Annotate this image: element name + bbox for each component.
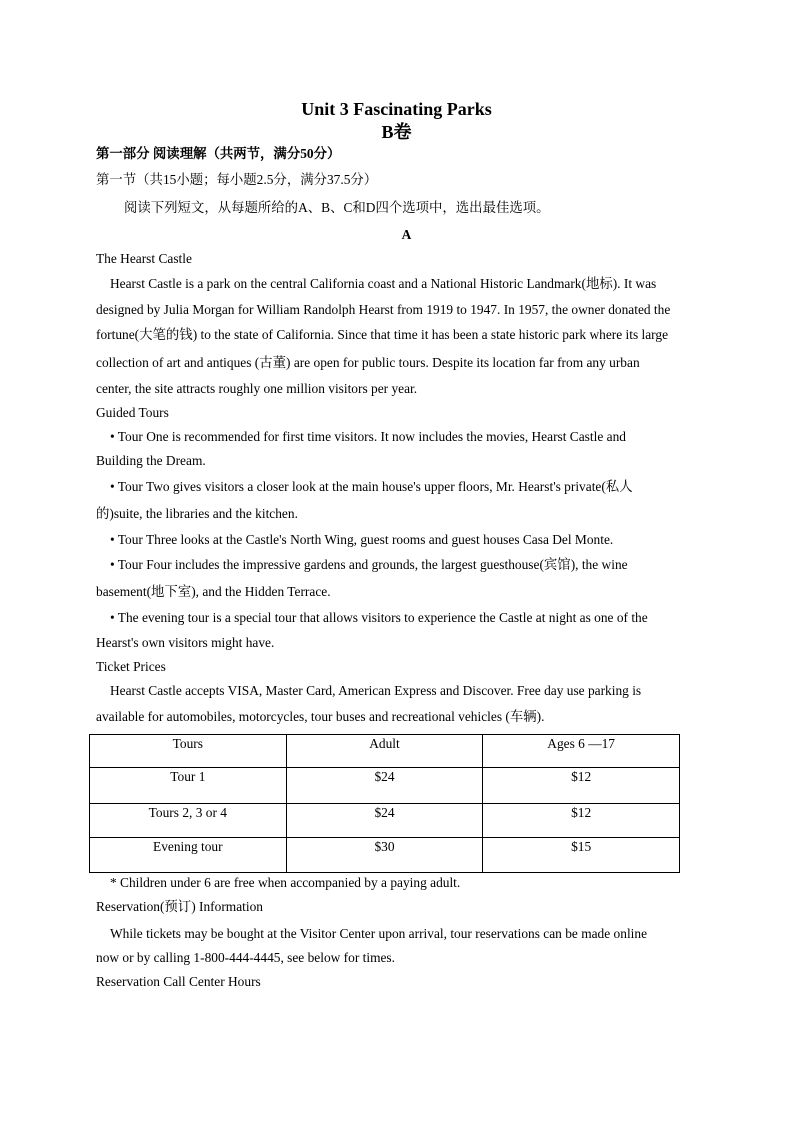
tour-line: • Tour One is recommended for first time visitors. It now includes the movies, Hearst Castle and <box>110 429 626 444</box>
page-subtitle: B卷 <box>381 122 412 142</box>
table-cell: $12 <box>483 804 680 838</box>
tour-line: Hearst's own visitors might have. <box>96 635 275 650</box>
call-center-heading: Reservation Call Center Hours <box>96 974 261 989</box>
table-cell: Tour 1 <box>90 768 287 804</box>
table-row <box>90 838 680 873</box>
ticket-line: available for automobiles, motorcycles, tour buses and recreational vehicles (车辆). <box>96 709 545 724</box>
ticket-prices-heading: Ticket Prices <box>96 659 166 674</box>
intro-line: fortune(大笔的钱) to the state of California. Since that time it has been a state historic park where its large <box>96 327 669 342</box>
table-cell: $30 <box>286 838 483 873</box>
table-header-cell: Ages 6 —17 <box>483 735 680 768</box>
intro-line: collection of art and antiques (古董) are open for public tours. Despite its location far from any urban <box>96 355 640 370</box>
table-header-cell: Adult <box>286 735 483 768</box>
intro-line: designed by Julia Morgan for William Randolph Hearst from 1919 to 1947. In 1957, the owner donated the <box>96 302 671 317</box>
table-header-cell: Tours <box>90 735 287 768</box>
part-heading: 第一部分 阅读理解（共两节，满分50分） <box>96 146 341 161</box>
directions: 阅读下列短文，从每题所给的A、B、C和D四个选项中，选出最佳选项。 <box>124 200 550 215</box>
table-cell: $24 <box>286 768 483 804</box>
tour-line: Building the Dream. <box>96 453 206 468</box>
tour-line: • Tour Three looks at the Castle's North Wing, guest rooms and guest houses Casa Del Monte. <box>110 532 614 547</box>
reservation-line: While tickets may be bought at the Visitor Center upon arrival, tour reservations can be made online <box>110 926 648 941</box>
page-title: Unit 3 Fascinating Parks <box>301 99 492 119</box>
intro-line: center, the site attracts roughly one million visitors per year. <box>96 381 418 396</box>
table-note: * Children under 6 are free when accompanied by a paying adult. <box>110 875 461 890</box>
table-cell: $24 <box>286 804 483 838</box>
guided-tours-heading: Guided Tours <box>96 405 169 420</box>
tour-line: • The evening tour is a special tour that allows visitors to experience the Castle at night as one of the <box>110 610 648 625</box>
tour-line: 的)suite, the libraries and the kitchen. <box>96 506 298 521</box>
table-cell: Tours 2, 3 or 4 <box>90 804 287 838</box>
tour-line: • Tour Four includes the impressive gardens and grounds, the largest guesthouse(宾馆), the wine <box>110 557 628 572</box>
table-row <box>90 804 680 838</box>
tour-line: basement(地下室), and the Hidden Terrace. <box>96 584 331 599</box>
reservation-line: now or by calling 1-800-444-4445, see below for times. <box>96 950 395 965</box>
intro-line: Hearst Castle is a park on the central California coast and a National Historic Landmark(地标). It was <box>110 276 657 291</box>
price-table <box>89 734 680 873</box>
table-cell: $12 <box>483 768 680 804</box>
passage-label: A <box>401 227 412 242</box>
reservation-heading: Reservation(预订) Information <box>96 899 263 914</box>
section-heading: 第一节（共15小题；每小题2.5分，满分37.5分） <box>96 172 378 187</box>
table-cell: $15 <box>483 838 680 873</box>
tour-line: • Tour Two gives visitors a closer look at the main house's upper floors, Mr. Hearst's private(私人 <box>110 479 633 494</box>
table-header-row <box>90 735 680 768</box>
ticket-line: Hearst Castle accepts VISA, Master Card, American Express and Discover. Free day use parking is <box>110 683 642 698</box>
table-row <box>90 768 680 804</box>
table-cell: Evening tour <box>90 838 287 873</box>
passage-heading: The Hearst Castle <box>96 251 192 266</box>
